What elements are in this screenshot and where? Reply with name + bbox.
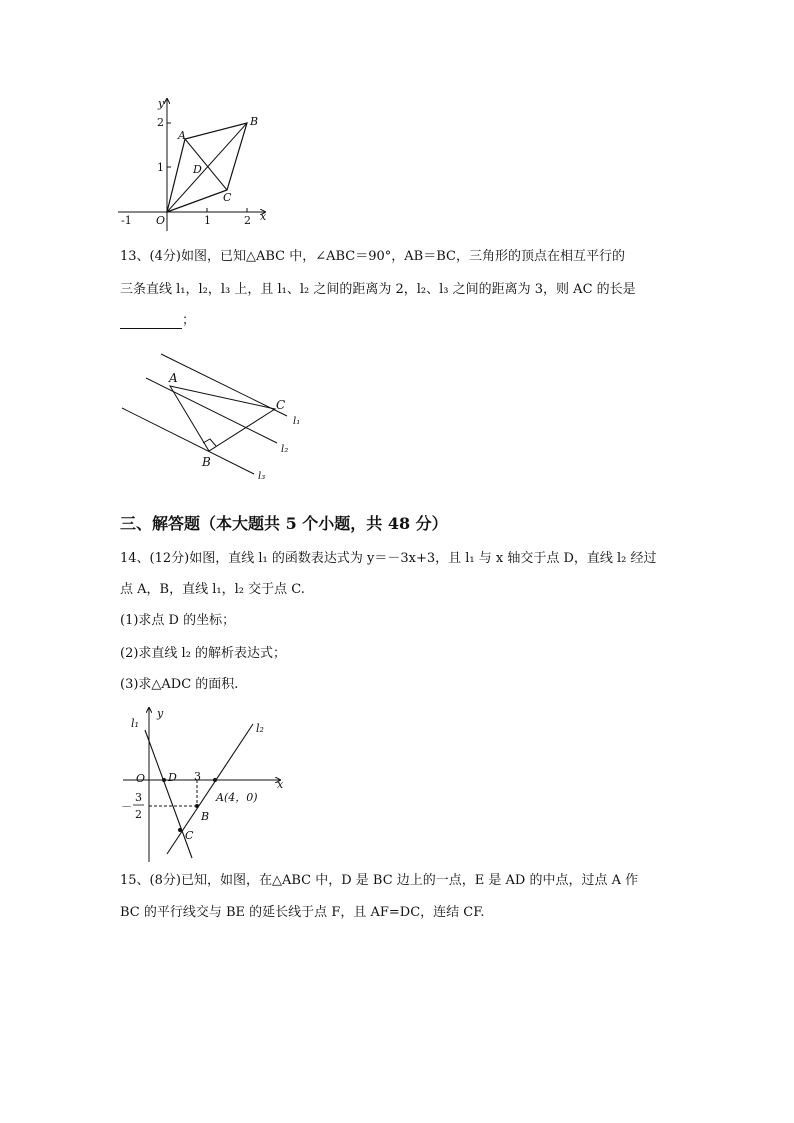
point-D-label: D <box>168 771 177 784</box>
q13-line3-tail: ； <box>182 313 196 328</box>
tick-neg1-label: -1 <box>121 214 132 227</box>
frac-numerator: 3 <box>135 791 142 804</box>
x-axis-label: x <box>277 778 284 791</box>
point-D-label: D <box>193 163 202 176</box>
section-heading: 三、解答题（本大题共 5 个小题，共 48 分） <box>120 514 448 533</box>
triangle-ABC <box>170 386 275 451</box>
line-l1-label: l₁ <box>293 416 301 427</box>
line-l2-label: l₂ <box>256 722 264 735</box>
point-A-label: A(4，0) <box>216 791 258 804</box>
point-D <box>162 778 166 782</box>
q15-line2: BC 的平行线交与 BE 的延长线于点 F，且 AF=DC，连结 CF. <box>120 905 485 920</box>
origin-label: O <box>156 214 166 227</box>
figure-coordinate-rhombus <box>110 95 285 235</box>
q14-line1: 14、(12分)如图，直线 l₁ 的函数表达式为 y＝－3x+3，且 l₁ 与 x 轴交于点 D，直线 l₂ 经过 <box>120 551 657 566</box>
point-B-label: B <box>250 115 259 128</box>
point-B-label: B <box>202 455 211 469</box>
line-l3-label: l₃ <box>258 471 266 482</box>
tick-1x-label: 1 <box>204 214 211 227</box>
figure-parallel-lines-triangle <box>115 348 315 488</box>
tick-2y-label: 2 <box>157 116 164 129</box>
point-A-label: A <box>169 371 178 385</box>
frac-minus: － <box>121 800 132 813</box>
q14-part3: (3)求△ADC 的面积. <box>120 677 239 692</box>
q13-line2: 三条直线 l₁，l₂，l₃ 上，且 l₁、l₂ 之间的距离为 2，l₂、l₃ 之间的距离为 3，则 AC 的长是 <box>120 282 636 297</box>
line-l3 <box>122 408 254 474</box>
point-C <box>178 828 182 832</box>
tick-2x-label: 2 <box>244 214 251 227</box>
q15-line1: 15、(8分)已知，如图，在△ABC 中，D 是 BC 边上的一点，E 是 AD 的中点，过点 A 作 <box>120 873 639 888</box>
tick-3-label: 3 <box>194 770 201 783</box>
point-A-label: A <box>178 129 186 142</box>
q14-part1: (1)求点 D 的坐标； <box>120 613 236 628</box>
q13-line1: 13、(4分)如图，已知△ABC 中，∠ABC＝90°，AB＝BC，三角形的顶点在相互平行的 <box>120 249 625 264</box>
line-l2 <box>167 724 253 854</box>
tick-1y-label: 1 <box>157 161 164 174</box>
line-l1-label: l₁ <box>131 717 139 730</box>
figure-line-graphs <box>115 702 295 867</box>
point-C-label: C <box>185 829 194 842</box>
point-C-label: C <box>276 398 286 412</box>
diagonal-AC <box>185 139 227 190</box>
line-l1 <box>161 354 287 416</box>
line-l2-label: l₂ <box>281 444 289 455</box>
y-axis-label: y <box>157 707 164 720</box>
frac-denominator: 2 <box>135 808 142 821</box>
line-l2 <box>146 378 277 443</box>
q14-line2: 点 A，B，直线 l₁，l₂ 交于点 C. <box>120 582 305 597</box>
origin-label: O <box>136 772 146 785</box>
x-axis-label: x <box>260 210 267 223</box>
y-axis-label: y <box>158 97 165 110</box>
q14-part2: (2)求直线 l₂ 的解析表达式； <box>120 646 287 661</box>
point-B <box>195 804 199 808</box>
point-A <box>213 778 217 782</box>
q13-line3 <box>120 313 195 329</box>
point-C-label: C <box>223 191 232 204</box>
answer-blank[interactable] <box>120 316 182 329</box>
point-B-label: B <box>201 810 210 823</box>
